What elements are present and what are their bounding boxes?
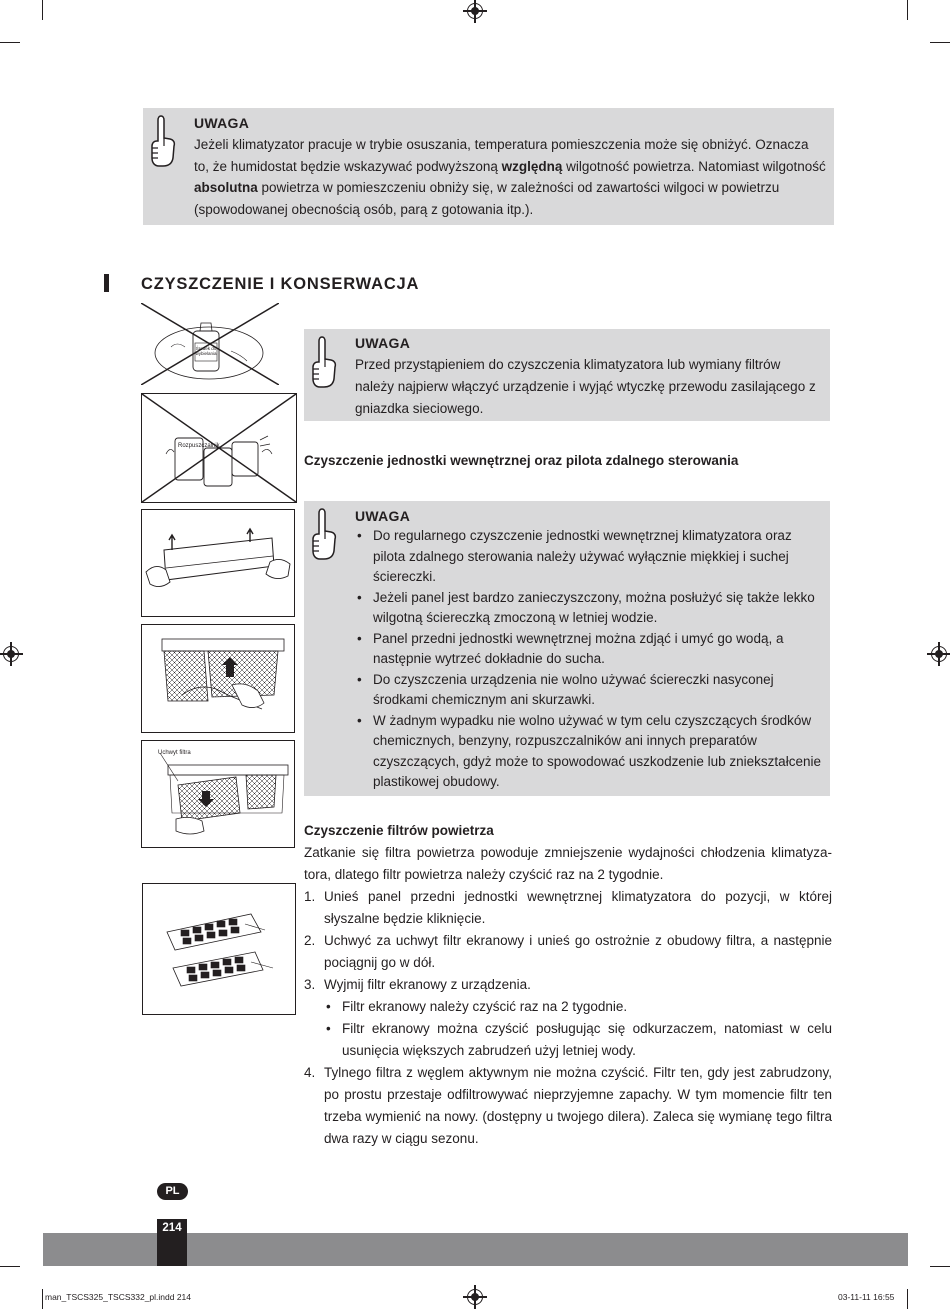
heading-indoor-cleaning: Czyszczenie jednostki wewnętrznej oraz pilota zdalnego sterowania bbox=[304, 453, 739, 468]
figure-no-solvent bbox=[141, 393, 297, 503]
section-title: CZYSZCZENIE I KONSERWACJA bbox=[141, 275, 420, 293]
note-title: UWAGA bbox=[194, 115, 250, 131]
note-text: Przed przystąpieniem do czyszczenia klimatyzatora lub wymiany filtrów należy najpierw włączyć urządzenie i wyjąć wtyczkę przewodu zasilającego z gniazdka sieciowego. bbox=[355, 357, 816, 416]
filter-removal-illustration bbox=[142, 625, 294, 732]
language-badge: PL bbox=[157, 1183, 188, 1200]
sub-list-item: • Filtr ekranowy należy czyścić raz na 2 tygodnie. bbox=[324, 996, 832, 1018]
list-item: 1. Unieś panel przedni jednostki wewnętrznej klimatyzatora do pozycji, w której słyszalne będzie kliknięcie. bbox=[304, 889, 832, 926]
registration-mark-icon bbox=[467, 1289, 483, 1305]
filter-handle-illustration bbox=[142, 741, 294, 847]
figure-filter-handle bbox=[141, 740, 295, 848]
crop-mark bbox=[0, 1266, 20, 1267]
note-title: UWAGA bbox=[355, 508, 411, 524]
pointing-hand-icon bbox=[310, 335, 340, 389]
filters-illustration bbox=[143, 884, 295, 1014]
crop-mark bbox=[907, 0, 908, 20]
list-item: 2. Uchwyć za uchwyt filtr ekranowy i unieś go ostrożnie z obudowy filtra, a następnie pociągnij go w dół. bbox=[304, 933, 832, 970]
figure-filter-up bbox=[141, 624, 295, 733]
section-marker bbox=[104, 274, 109, 292]
note-text: Jeżeli klimatyzator pracuje w trybie osuszania, temperatura pomieszczenia może się obniżyć. Oznacza to, że humidostat będzie wskazywać podwyższoną względną wilgotność powietrza. Natomiast wilgotność absolutna powietrza w pomieszczeniu obniży się, w zależności od zawartości wilgoci w powietrzu (spowodowanej obecnością osób, parą z gotowania itp.). bbox=[194, 137, 826, 217]
crossed-cleaner-illustration bbox=[141, 303, 279, 385]
date-slug: 03-11-11 16:55 bbox=[838, 1292, 895, 1302]
registration-mark-icon bbox=[3, 646, 19, 662]
note-title: UWAGA bbox=[355, 335, 411, 351]
cleaning-rules-list bbox=[355, 526, 823, 793]
figure-label: Uchwyt filtra bbox=[158, 750, 191, 756]
filter-intro: Zatkanie się filtra powietrza powoduje zmniejszenie wydajności chłodzenia klimatyza-tora, dlatego filtr powietrza należy czyścić raz na 2 tygodnie. bbox=[304, 845, 832, 882]
list-item: • Jeżeli panel jest bardzo zanieczyszczony, można posłużyć się także lekko wilgotną ściereczką zmoczoną w letniej wodzie. bbox=[355, 588, 823, 629]
figure-no-bleach bbox=[141, 303, 279, 385]
heading-filter-cleaning: Czyszczenie filtrów powietrza bbox=[304, 823, 494, 838]
list-item: 4. Tylnego filtra z węglem aktywnym nie można czyścić. Filtr ten, gdy jest zabrudzony, po prostu przestaje odfiltrowywać nieprzyjemne zapachy. W tym momencie filtr ten trzeba wymienić na nowy. (dostępny u twojego dilera). Zaleca się wymianę tego filtra dwa razy w ciągu sezonu. bbox=[304, 1065, 832, 1146]
list-item: • W żadnym wypadku nie wolno używać w tym celu czyszczących środków chemicznych, benzyny, rozpuszczalników ani innych preparatów czyszczących, gdyż może to spowodować uszkodzenie lub zniekształcenie plastikowej obudowy. bbox=[355, 711, 823, 793]
figure-label: Środek do wybielania bbox=[195, 346, 217, 356]
figure-lift-panel bbox=[141, 509, 295, 617]
registration-mark-icon bbox=[467, 3, 483, 19]
pointing-hand-icon bbox=[149, 114, 179, 168]
filter-steps-list bbox=[304, 886, 832, 1150]
crop-mark bbox=[930, 1266, 950, 1267]
warning-note-unplug bbox=[304, 329, 830, 421]
indoor-unit-panel-illustration bbox=[142, 510, 294, 616]
warning-note-dehumidify bbox=[143, 108, 834, 225]
list-item: • Panel przedni jednostki wewnętrznej można zdjąć i umyć go wodą, a następnie wytrzeć dokładnie do sucha. bbox=[355, 629, 823, 670]
page-number: 214 bbox=[157, 1219, 187, 1266]
file-slug: man_TSCS325_TSCS332_pl.indd 214 bbox=[45, 1292, 192, 1302]
warning-note-cleaning bbox=[304, 501, 830, 796]
list-item: • Do czyszczenia urządzenia nie wolno używać ściereczki nasyconej środkami chemicznym ani skurzawki. bbox=[355, 670, 823, 711]
figure-label: Rozpuszczalnik bbox=[178, 443, 220, 449]
sub-list bbox=[324, 996, 832, 1062]
crop-mark bbox=[42, 1289, 43, 1309]
registration-mark-icon bbox=[931, 646, 947, 662]
sub-list-item: • Filtr ekranowy można czyścić posługując się odkurzaczem, natomiast w celu usunięcia większych zabrudzeń użyj letniej wody. bbox=[324, 1018, 832, 1062]
list-item: 3. Wyjmij filtr ekranowy z urządzenia. • Filtr ekranowy należy czyścić raz na 2 tygodnie. • Filtr ekranowy można czyścić posługując się odkurzaczem, natomiast w celu usunięcia większych zabrudzeń użyj letniej wody. bbox=[304, 974, 832, 1062]
pointing-hand-icon bbox=[310, 507, 340, 561]
crop-mark bbox=[0, 42, 20, 43]
crop-mark bbox=[42, 0, 43, 20]
figure-filters bbox=[142, 883, 296, 1015]
crop-mark bbox=[930, 42, 950, 43]
list-item: • Do regularnego czyszczenie jednostki wewnętrznej klimatyzatora oraz pilota zdalnego sterowania należy używać wyłącznie miękkiej i suchej ściereczki. bbox=[355, 526, 823, 588]
crop-mark bbox=[907, 1289, 908, 1309]
